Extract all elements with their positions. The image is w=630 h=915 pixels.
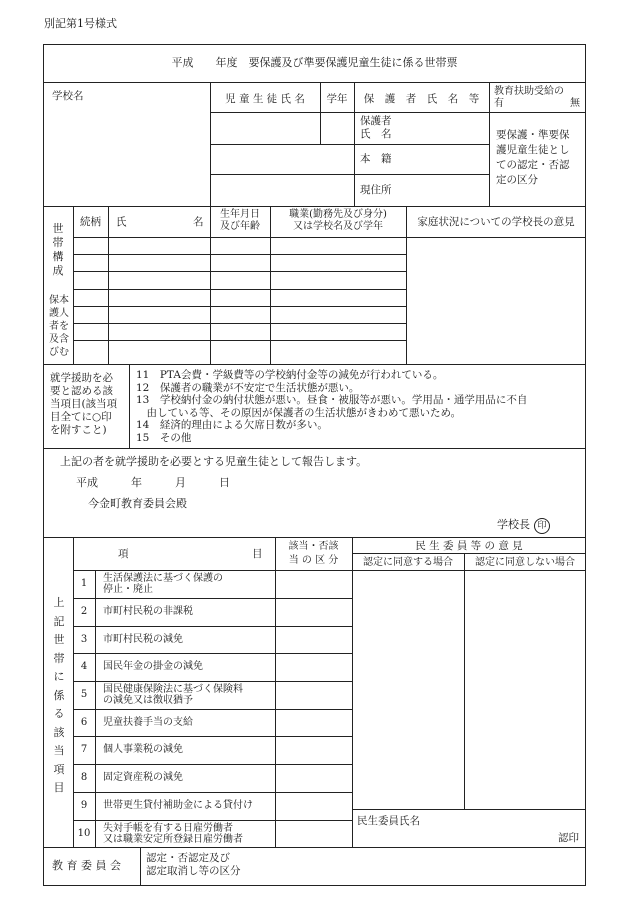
criteria-item-14: 14 経済的理由による欠席日数が多い。 <box>136 419 328 431</box>
guardian-name-label-2: 氏 名 <box>360 128 392 140</box>
item-number: 6 <box>80 716 88 728</box>
report-statement: 上記の者を就学援助を必要とする児童生徒として報告します。 <box>60 455 368 468</box>
items-side-label: 上 記 世 帯 に 係 る 該 当 項 目 <box>53 596 65 794</box>
col-applicable-2: 当 の 区 分 <box>288 555 339 566</box>
item-text: 国民年金の掛金の減免 <box>103 661 203 672</box>
household-side-label: 世 帯 構 成 <box>52 222 64 277</box>
item-number: 10 <box>77 827 91 839</box>
item-text: 国民健康保険法に基づく保険料 <box>103 684 243 695</box>
col-job-2: 又は学校名及び学年 <box>293 221 383 232</box>
item-number: 1 <box>80 578 88 589</box>
item-text: 失対手帳を有する日雇労働者 <box>103 823 233 834</box>
item-text: 個人事業税の減免 <box>103 744 183 755</box>
committee-name-label: 民生委員氏名 <box>357 815 420 827</box>
item-text: 市町村民税の減免 <box>103 633 183 645</box>
category-label: 要保護・準要保 護児童生徒とし ての認定・否認 定の区分 <box>496 129 570 186</box>
board-label: 教 育 委 員 会 <box>52 859 121 872</box>
guardian-header-label: 保 護 者 氏 名 等 <box>363 93 480 105</box>
aid-status-label: 教育扶助受給の <box>494 86 564 97</box>
aid-status-yes: 有 <box>494 98 504 109</box>
col-applicable-1: 該当・否該 <box>288 541 339 552</box>
item-number: 8 <box>80 772 88 783</box>
aid-status-no: 無 <box>570 98 580 109</box>
item-number: 9 <box>80 800 88 811</box>
col-agree: 認定に同意する場合 <box>363 557 453 568</box>
criteria-item-13-cont: 由している等、その原因が保護者の生活状態がきわめて悪いため。 <box>136 406 462 419</box>
criteria-list <box>136 369 527 444</box>
domicile-label: 本 籍 <box>360 153 392 165</box>
item-text-cont: 又は職業安定所登録日雇労働者 <box>103 834 243 845</box>
item-number: 2 <box>80 606 88 617</box>
item-text-cont: 停止・廃止 <box>103 584 153 595</box>
item-text-cont: の減免又は徴収猶予 <box>103 695 193 706</box>
criteria-item-13: 13 学校納付金の納付状態が悪い。昼食・被服等が悪い。学用品・通学用品に不自 <box>136 394 528 406</box>
col-disagree: 認定に同意しない場合 <box>475 557 575 568</box>
household-side-note: 保本 護人 者を 及含 びむ <box>49 295 69 358</box>
criteria-item-15: 15 その他 <box>136 431 192 444</box>
item-number: 5 <box>80 689 88 700</box>
criteria-item-12: 12 保護者の職業が不安定で生活状態が悪い。 <box>136 381 360 394</box>
item-number: 3 <box>80 633 88 645</box>
col-committee: 民 生 委 員 等 の 意 見 <box>415 540 523 552</box>
item-text: 生活保護法に基づく保護の <box>103 573 223 584</box>
guardian-name-label-1: 保護者 <box>360 115 392 127</box>
item-number: 4 <box>80 661 88 672</box>
col-birth-2: 及び年齢 <box>220 221 260 232</box>
report-addressee: 今金町教育委員会殿 <box>88 497 187 510</box>
criteria-label: 就学援助を必 要と認める該 当項目(該当項 目全てに○印 を附すこと) <box>50 372 118 436</box>
col-item-left: 項 <box>118 548 129 560</box>
classification-label-1: 認定・否認定及び <box>146 852 230 864</box>
student-name-label: 児 童 生 徒 氏 名 <box>225 93 305 105</box>
committee-seal-label: 認印 <box>558 832 579 844</box>
classification-label-2: 認定取消し等の区分 <box>146 865 241 877</box>
col-job-1: 職業(勤務先及び身分) <box>289 209 387 220</box>
seal-icon: 印 <box>534 518 550 534</box>
grade-label: 学年 <box>326 93 348 105</box>
item-text: 固定資産税の減免 <box>103 772 183 783</box>
form-label: 別記第1号様式 <box>44 17 117 30</box>
col-birth-1: 生年月日 <box>220 209 260 220</box>
item-text: 世帯更生貸付補助金による貸付け <box>103 800 253 811</box>
col-relation: 続柄 <box>80 216 101 228</box>
col-name-left: 氏 <box>116 216 127 228</box>
address-label: 現住所 <box>360 184 392 196</box>
item-text: 児童扶養手当の支給 <box>103 716 193 728</box>
col-item-right: 目 <box>252 548 263 560</box>
col-name-right: 名 <box>193 216 204 228</box>
school-name-label: 学校名 <box>52 90 84 102</box>
col-principal-opinion: 家庭状況についての学校長の意見 <box>417 216 575 228</box>
report-date: 平成 年 月 日 <box>76 476 230 489</box>
principal-label: 学校長 印 <box>497 518 550 534</box>
item-number: 7 <box>80 744 88 755</box>
item-text: 市町村民税の非課税 <box>103 606 193 617</box>
criteria-item-11: 11 PTA会費・学級費等の学校納付金等の減免が行われている。 <box>136 369 444 381</box>
form-title: 平成 年度 要保護及び準要保護児童生徒に係る世帯票 <box>171 56 458 69</box>
